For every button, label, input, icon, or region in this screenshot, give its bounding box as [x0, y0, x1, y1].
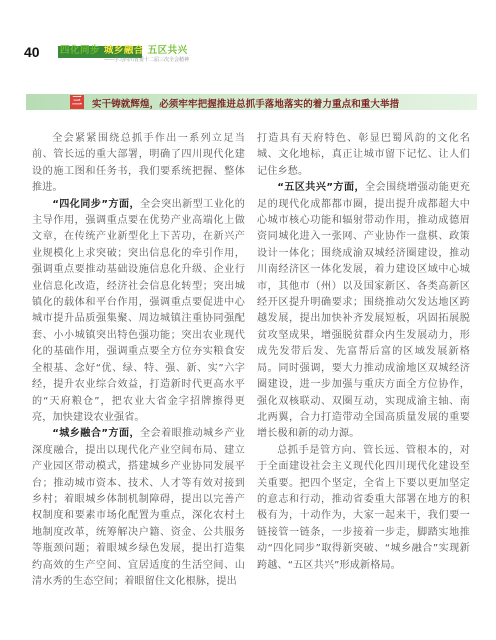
header-subtitle: ——学习四川省委十二届三次全会精神: [104, 57, 190, 63]
left-column: [32, 131, 245, 590]
header-title-part-2: 城乡融合: [103, 45, 144, 56]
left-paragraph-2-lead: “四化同步”方面，: [52, 198, 141, 210]
right-paragraph-1: 打造具有天府特色、彰显巴蜀风韵的文化名城、文化地标，真正让城市留下记忆、让人们记住乡愁。: [257, 133, 470, 177]
left-paragraph-2: [32, 197, 245, 427]
header-title: [60, 42, 188, 56]
right-paragraph-2-body: 全会围绕增强动能更充足的现代化成都都市圈，提出提升成都超大中心城市核心功能和辐射带动作用，推动成德眉资同城化进入一张网、产业协作一盘棋、政策设计一体化；围绕成渝双城经济圈建设，推动川南经济区一体化发展，着力建设区域中心城市，其他市（州）以及国家新区、各类高新区经开区提升明确要求；围绕推动欠发达地区跨越发展，提出加快补齐发展短板，巩固拓展脱贫攻坚成果，增强脱贫群众内生发展动力，形成先发带后发、先富帮后富的区域发展新格局。同时强调，要大力推动成渝地区双城经济圈建设，进一步加强与重庆方面全方位协作，强化双核联动、双圈互动，实现成渝主轴、南北两翼，合力打造带动全国高质量发展的重要增长极和新的动力源。: [257, 182, 470, 440]
section-number-badge: 三: [72, 96, 82, 107]
left-paragraph-3-lead: “城乡融合”方面，: [52, 428, 141, 440]
header-title-part-3: 五区共兴: [147, 45, 188, 56]
page-number: 40: [24, 44, 40, 60]
left-paragraph-1: 全会紧紧围绕总抓手作出一系列立足当前、管长远的重大部署，明确了四川现代化建设的施工图和任务书，我们要系统把握、整体推进。: [32, 133, 245, 194]
right-paragraph-2: [257, 180, 470, 443]
left-paragraph-3: [32, 426, 245, 590]
right-paragraph-2-lead: “五区共兴”方面，: [277, 182, 366, 194]
right-column: [257, 131, 470, 574]
left-paragraph-3-body: 全会着眼推动城乡产业深度融合，提出以现代化产业空间布局、建立产业园区带动模式，搭建城乡产业协同发展平台；推动城市资本、技术、人才等有效对接到乡村；着眼城乡体制机制障碍，提出以完善产权制度和要素市场化配置为重点，深化农村土地制度改革，统筹解决户籍、资金、公共服务等瓶颈问题；着眼城乡绿色发展，提出打造集约高效的生产空间、宜居适度的生活空间、山清水秀的生态空间；着眼留住文化根脉，提出: [32, 428, 245, 587]
right-paragraph-3: 总抓手是管方向、管长远、管根本的，对于全面建设社会主义现代化四川现代化建设至关重要。把四个坚定，全省上下要以更加坚定的意志和行动，推动省委重大部署在地方的积极有为，十动作为，大家一起来干，我们要一链接管一链条，一步接着一步走，脚踏实地推动“四化同步”取得新突破、“城乡融合”实现新跨越、“五区共兴”形成新格局。: [257, 444, 470, 571]
header-title-part-1: 四化同步: [60, 45, 101, 56]
section-title: 实干铸就辉煌，必须牢牢把握推进总抓手落地落实的着力重点和重大举措: [92, 99, 400, 110]
left-paragraph-2-body: 全会突出新型工业化的主导作用，强调重点要在优势产业高端化上做文章，在传统产业新型化上下苦功，在新兴产业规模化上求突破；突出信息化的牵引作用，强调重点要推动基础设施信息化升级、企业行业信息化改造，经济社会信息化转型；突出城镇化的载体和平台作用，强调重点要促进中心城市提升品质强集聚、周边城镇注重协同强配套、小小城镇突出特色强功能；突出农业现代化的基础作用，强调重点要全方位夯实粮食安全根基、念好“优、绿、特、强、新、实”六字经，提升农业综合效益，打造新时代更高水平的“天府粮仓”，把农业大省金字招牌擦得更亮，加快建设农业强省。: [32, 198, 245, 423]
